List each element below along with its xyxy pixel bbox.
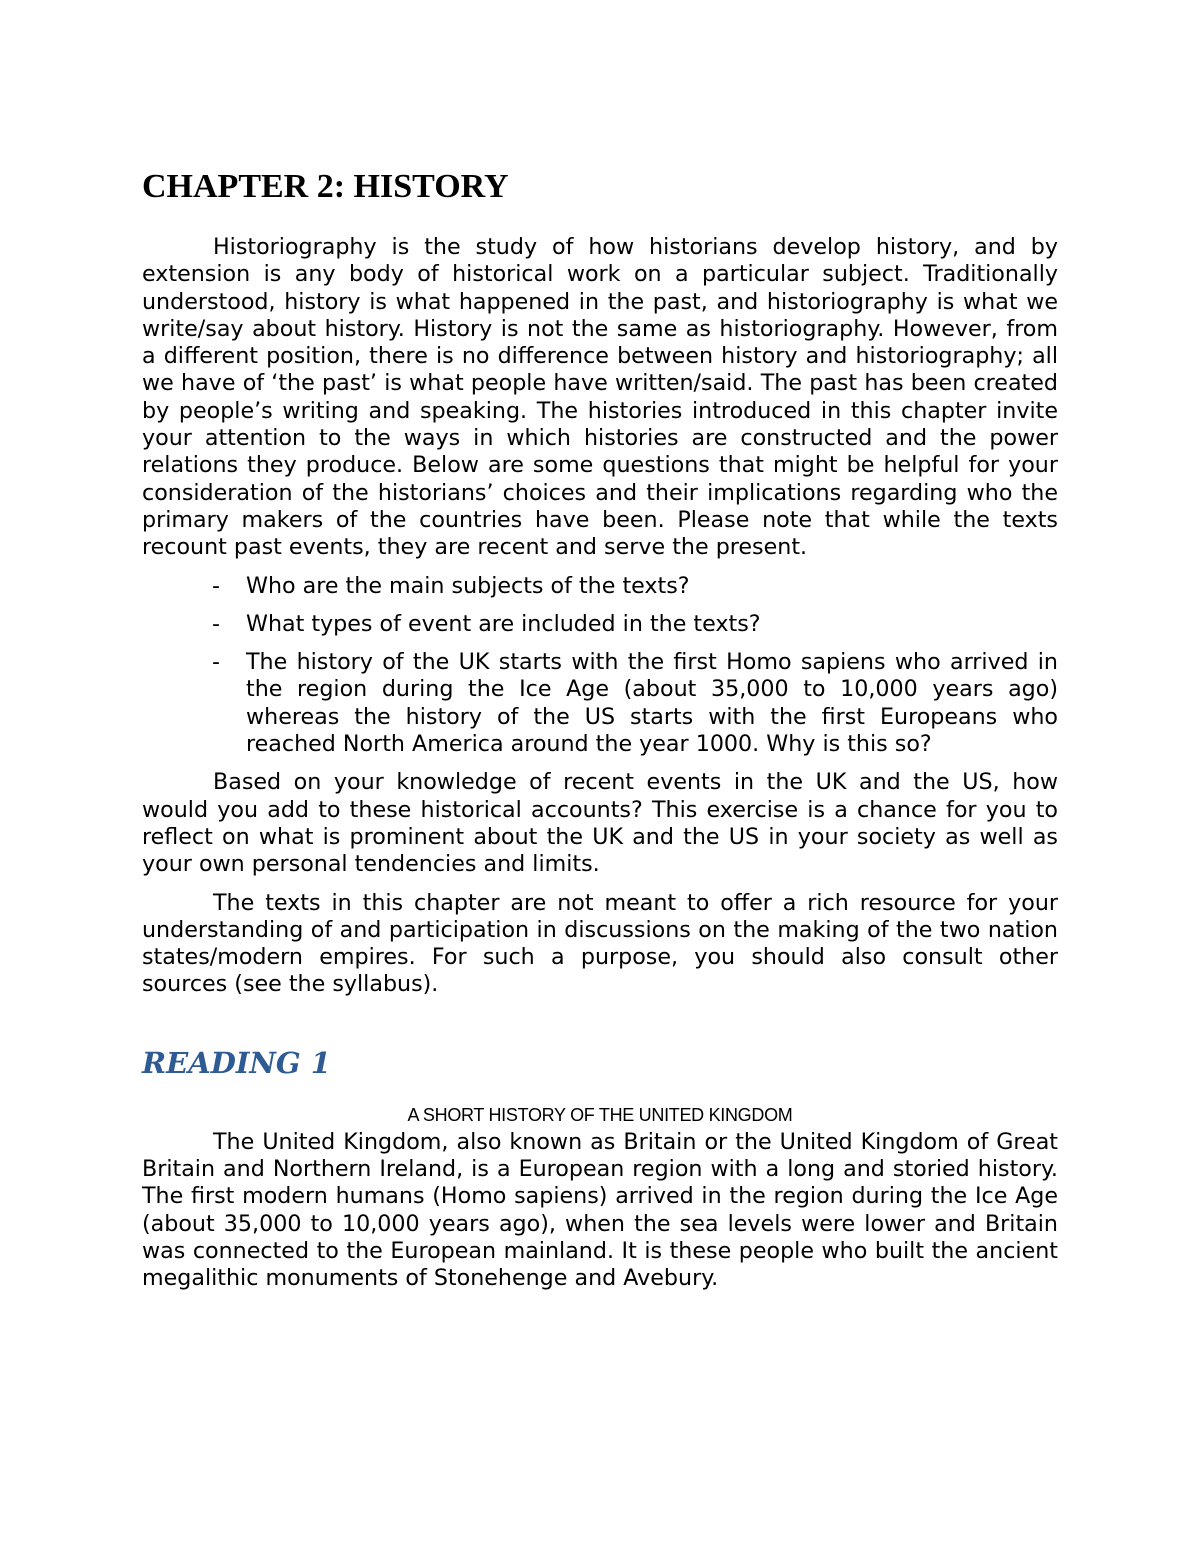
question-item (142, 573, 1058, 600)
reading-paragraph: The United Kingdom, also known as Britain or the United Kingdom of Great Britain and Northern Ireland, is a European region with a long and storied history. The first modern humans (Homo sapiens) arrived in the region during the Ice Age (about 35,000 to 10,000 years ago), when the sea levels were lower and Britain was connected to the European mainland. It is these people who built the ancient megalithic monuments of Stonehenge and Avebury. (142, 1128, 1058, 1292)
question-item (142, 649, 1058, 758)
question-list (142, 573, 1058, 759)
chapter-title: CHAPTER 2: HISTORY (142, 168, 509, 205)
intro-paragraph: Historiography is the study of how historians develop history, and by extension is any body of historical work on a particular subject. Traditionally understood, history is what happened in the past, and historiography is what we write/say about history. History is not the same as historiography. However, from a different position, there is no difference between history and historiography; all we have of ‘the past’ is what people have written/said. The past has been created by people’s writing and speaking. The histories introduced in this chapter invite your attention to the ways in which histories are constructed and the power relations they produce. Below are some questions that might be helpful for your consideration of the historians’ choices and their implications regarding who the primary makers of the countries have been. Please note that while the texts recount past events, they are recent and serve the present. (142, 234, 1058, 561)
reading-subtitle: A SHORT HISTORY OF THE UNITED KINGDOM (407, 1104, 793, 1125)
question-text: What types of event are included in the texts? (246, 610, 761, 637)
question-text: Who are the main subjects of the texts? (246, 572, 690, 599)
bullet-dash: - (212, 610, 221, 637)
bullet-dash: - (212, 572, 221, 599)
reflection-paragraph: Based on your knowledge of recent events in the UK and the US, how would you add to these historical accounts? This exercise is a chance for you to reflect on what is prominent about the UK and the US in your society as well as your own personal tendencies and limits. (142, 769, 1058, 878)
question-text: The history of the UK starts with the first Homo sapiens who arrived in the region during the Ice Age (about 35,000 to 10,000 years ago) whereas the history of the US starts with the first Europeans who reached North America around the year 1000. Why is this so? (246, 649, 1058, 758)
page-content (142, 160, 1058, 1293)
question-item (142, 611, 1058, 638)
reading-heading: READING 1 (142, 1045, 331, 1080)
sources-paragraph: The texts in this chapter are not meant to offer a rich resource for your understanding of and participation in discussions on the making of the two nation states/modern empires. For such a purpose, you should also consult other sources (see the syllabus). (142, 889, 1058, 998)
bullet-dash: - (212, 649, 221, 676)
